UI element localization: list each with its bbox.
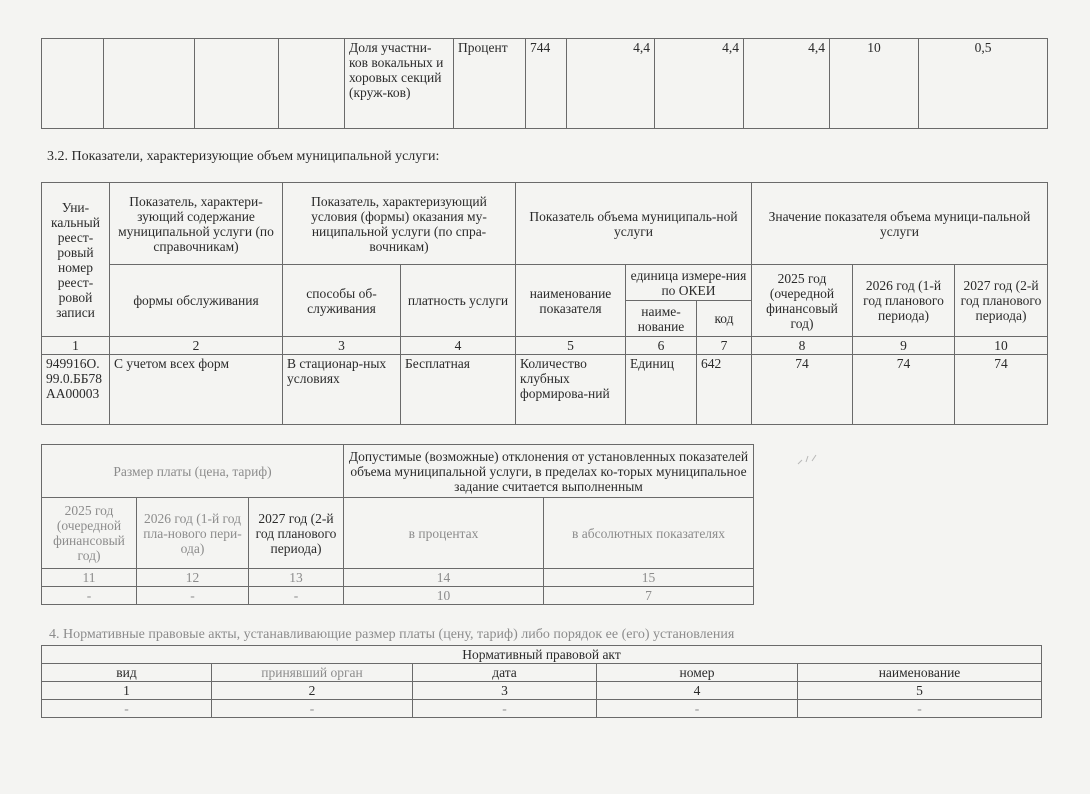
header-fee-2025: 2025 год (очередной финансовый год)	[42, 498, 137, 569]
header-fee-2026: 2026 год (1-й год пла-нового пери-ода)	[137, 498, 249, 569]
column-number: 5	[798, 682, 1042, 700]
header-2027: 2027 год (2-й год планового периода)	[955, 265, 1048, 337]
quality-value: 4,4	[655, 39, 744, 129]
act-body: -	[212, 700, 413, 718]
volume-code: 642	[697, 355, 752, 425]
header-okei-code: код	[697, 301, 752, 337]
header-2026: 2026 год (1-й год планового периода)	[853, 265, 955, 337]
quality-table-continuation	[41, 38, 1048, 129]
header-normative-act: Нормативный правовой акт	[42, 646, 1042, 664]
header-date: дата	[413, 664, 597, 682]
header-name: наименование	[798, 664, 1042, 682]
header-methods: способы об-служивания	[283, 265, 401, 337]
fee-2027: -	[249, 587, 344, 605]
column-number: 3	[283, 337, 401, 355]
volume-2026: 74	[853, 355, 955, 425]
header-absolute: в абсолютных показателях	[544, 498, 754, 569]
column-number: 12	[137, 569, 249, 587]
column-number: 5	[516, 337, 626, 355]
service-methods: В стационар-ных условиях	[283, 355, 401, 425]
header-conditions: Показатель, характеризующий условия (формы) оказания му-ниципальной услуги (по спра-вочникам)	[283, 183, 516, 265]
fee-2026: -	[137, 587, 249, 605]
column-number: 11	[42, 569, 137, 587]
column-number: 10	[955, 337, 1048, 355]
acts-table	[41, 645, 1042, 718]
volume-2025: 74	[752, 355, 853, 425]
section-3-2-title: 3.2. Показатели, характеризующие объем муниципальной услуги:	[47, 149, 440, 164]
registry-number: 949916О.99.0.ББ78АА00003	[42, 355, 110, 425]
quality-code: 744	[526, 39, 567, 129]
column-number: 2	[110, 337, 283, 355]
empty-cell	[42, 39, 104, 129]
volume-2027: 74	[955, 355, 1048, 425]
quality-deviation-absolute: 0,5	[919, 39, 1048, 129]
fee-table	[41, 444, 754, 605]
quality-deviation-percent: 10	[830, 39, 919, 129]
empty-cell	[279, 39, 345, 129]
header-okei: единица измере-ния по ОКЕИ	[626, 265, 752, 301]
empty-cell	[104, 39, 195, 129]
header-number: номер	[597, 664, 798, 682]
column-number: 1	[42, 682, 212, 700]
header-deviation: Допустимые (возможные) отклонения от установленных показателей объема муниципальной услуги, в пределах ко-торых муниципальное задание считается выполненным	[344, 445, 754, 498]
column-number: 1	[42, 337, 110, 355]
header-indicator-name: наименование показателя	[516, 265, 626, 337]
header-forms: формы обслуживания	[110, 265, 283, 337]
quality-unit: Процент	[454, 39, 526, 129]
service-payment: Бесплатная	[401, 355, 516, 425]
header-percent: в процентах	[344, 498, 544, 569]
header-payment: платность услуги	[401, 265, 516, 337]
section-4-title: 4. Нормативные правовые акты, устанавливающие размер платы (цену, тариф) либо порядок ее (его) установления	[49, 627, 735, 642]
column-number: 2	[212, 682, 413, 700]
header-body: принявший орган	[212, 664, 413, 682]
column-number: 14	[344, 569, 544, 587]
fee-2025: -	[42, 587, 137, 605]
act-type: -	[42, 700, 212, 718]
quality-value: 4,4	[744, 39, 830, 129]
header-type: вид	[42, 664, 212, 682]
header-2025: 2025 год (очередной финансовый год)	[752, 265, 853, 337]
empty-cell	[195, 39, 279, 129]
act-date: -	[413, 700, 597, 718]
header-fee: Размер платы (цена, тариф)	[42, 445, 344, 498]
volume-table	[41, 182, 1048, 425]
column-number: 7	[697, 337, 752, 355]
service-forms: С учетом всех форм	[110, 355, 283, 425]
deviation-percent: 10	[344, 587, 544, 605]
header-okei-name: наиме-нование	[626, 301, 697, 337]
column-number: 13	[249, 569, 344, 587]
quality-value: 4,4	[567, 39, 655, 129]
header-volume-indicator: Показатель объема муниципаль-ной услуги	[516, 183, 752, 265]
header-volume-value: Значение показателя объема муници-пальной услуги	[752, 183, 1048, 265]
act-number: -	[597, 700, 798, 718]
column-number: 15	[544, 569, 754, 587]
act-name: -	[798, 700, 1042, 718]
quality-indicator-name: Доля участни-ков вокальных и хоровых секций (круж-ков)	[345, 39, 454, 129]
column-number: 8	[752, 337, 853, 355]
header-registry: Уни-кальный реест-ровый номер реест-ровой записи	[42, 183, 110, 337]
column-number: 6	[626, 337, 697, 355]
column-number: 4	[597, 682, 798, 700]
deviation-absolute: 7	[544, 587, 754, 605]
header-fee-2027: 2027 год (2-й год планового периода)	[249, 498, 344, 569]
column-number: 4	[401, 337, 516, 355]
volume-unit: Единиц	[626, 355, 697, 425]
column-number: 9	[853, 337, 955, 355]
pen-mark	[796, 452, 822, 468]
column-number: 3	[413, 682, 597, 700]
header-content: Показатель, характери-зующий содержание муниципальной услуги (по справочникам)	[110, 183, 283, 265]
volume-indicator-name: Количество клубных формирова-ний	[516, 355, 626, 425]
